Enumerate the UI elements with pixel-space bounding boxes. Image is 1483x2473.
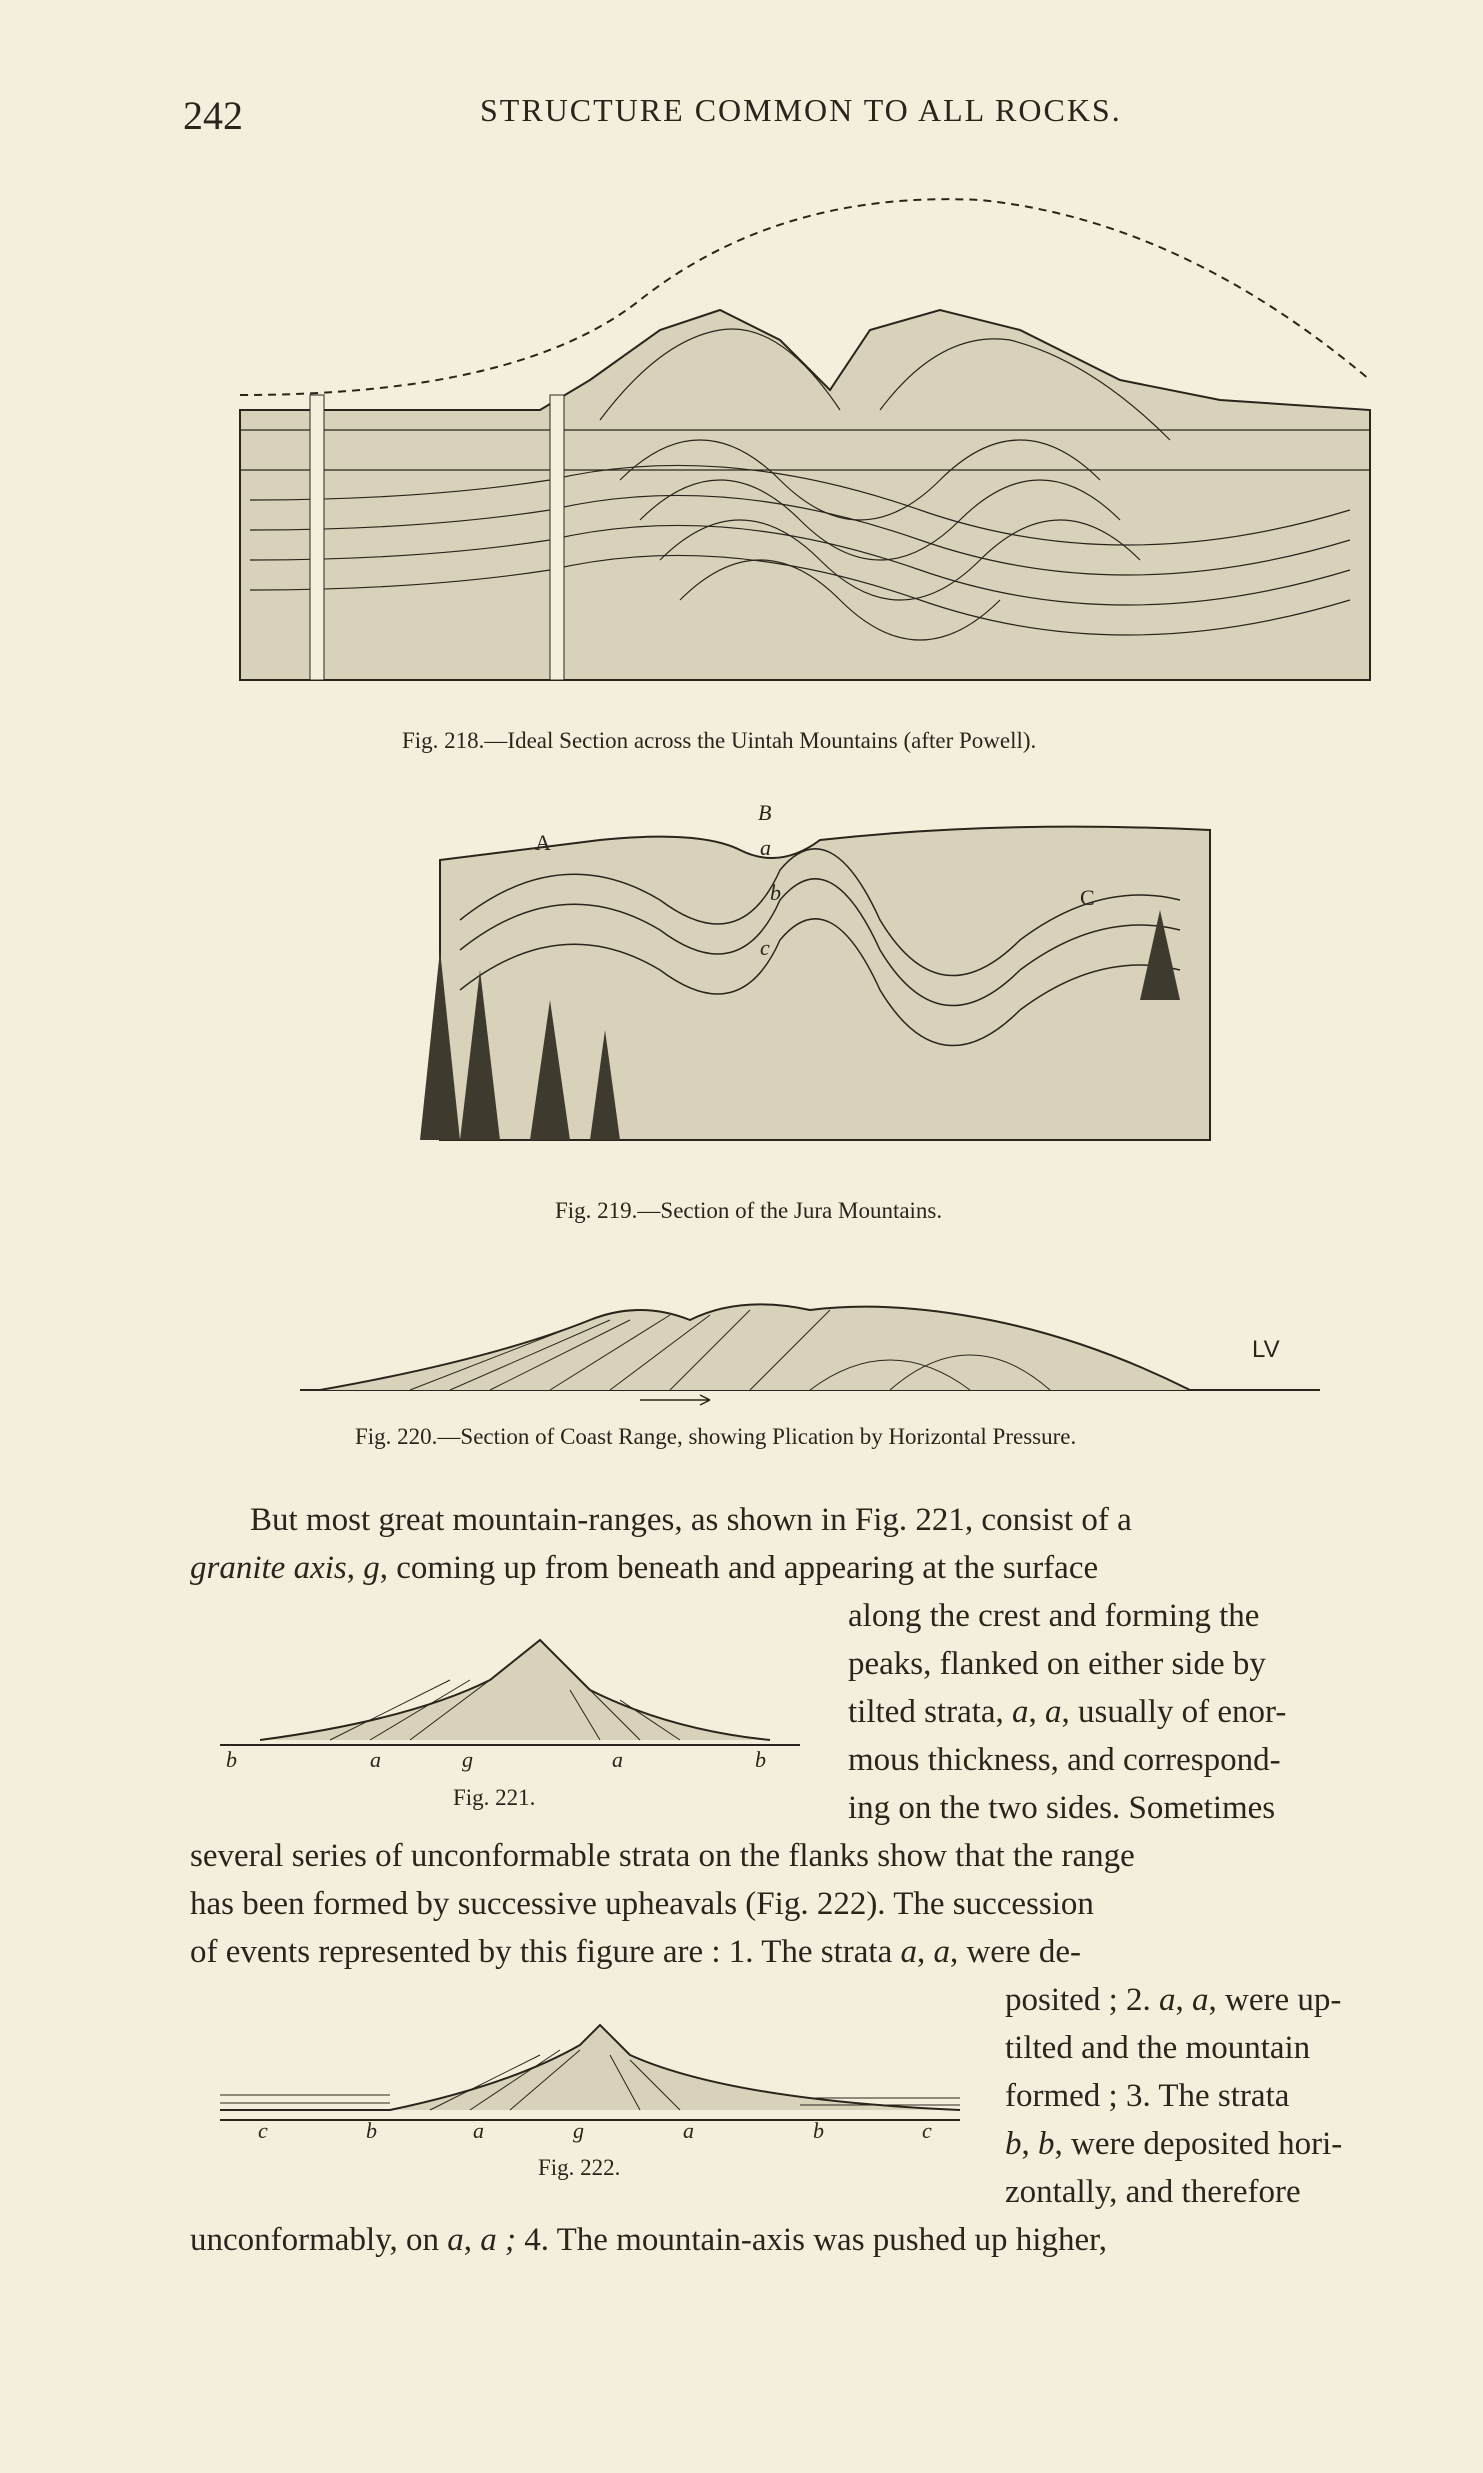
fig-219-label-A: A — [535, 830, 551, 855]
fig-222-label-b-right: b — [813, 2118, 824, 2143]
text-a: a — [900, 1934, 917, 1970]
fig-222-illustration — [210, 1995, 970, 2135]
fig-219-label-B: B — [758, 800, 772, 825]
text-sep: , — [463, 2222, 481, 2258]
text-b: b — [1038, 2126, 1055, 2162]
text-a: a — [1159, 1982, 1176, 2018]
fig-219-illustration — [400, 800, 1220, 1200]
text-part: tilted strata, — [848, 1694, 1013, 1730]
fig-222-caption: Fig. 222. — [538, 2155, 621, 2180]
fig-219-label-b: b — [770, 880, 781, 905]
text-part: , were de- — [949, 1934, 1081, 1970]
text-part: 4. The mountain-axis was pushed up higher, — [515, 2222, 1108, 2258]
text-line-16 — [190, 2222, 1107, 2259]
text-rest: , coming up from beneath and appearing at the surface — [379, 1550, 1099, 1586]
text-part: , were deposited hori- — [1054, 2126, 1343, 2162]
text-line-14 — [1005, 2126, 1342, 2163]
text-line-1: But most great mountain-ranges, as shown in Fig. 221, consist of a — [250, 1502, 1132, 1538]
text-a: a — [447, 2222, 464, 2258]
text-line-15: zontally, and therefore — [1005, 2174, 1301, 2210]
text-sep: , — [1028, 1694, 1046, 1730]
text-b: b — [1005, 2126, 1022, 2162]
fig-218-illustration — [220, 180, 1390, 720]
text-a: a — [933, 1934, 950, 1970]
fig-221-label-g: g — [462, 1747, 473, 1772]
text-line-9: has been formed by successive upheavals (Fig. 222). The succession — [190, 1886, 1094, 1922]
text-granite-axis: granite axis — [190, 1550, 347, 1586]
text-line-3: along the crest and forming the — [848, 1598, 1260, 1634]
fig-221-label-a-left: a — [370, 1747, 381, 1772]
text-line-2 — [190, 1550, 1098, 1587]
text-sep: , — [916, 1934, 934, 1970]
text-line-12: tilted and the mountain — [1005, 2030, 1311, 2066]
text-sep: , — [1175, 1982, 1192, 2018]
text-line-5 — [848, 1694, 1286, 1731]
text-sep: , — [346, 1550, 364, 1586]
running-title: STRUCTURE COMMON TO ALL ROCKS. — [480, 92, 1122, 128]
fig-219-label-C: C — [1080, 885, 1095, 910]
text-part: of events represented by this figure are : 1. The strata — [190, 1934, 901, 1970]
text-line-10 — [190, 1934, 1081, 1971]
text-a: a ; — [480, 2222, 516, 2258]
text-line-8: several series of unconformable strata on the flanks show that the range — [190, 1838, 1135, 1874]
text-g: g — [363, 1550, 380, 1586]
fig-221-illustration — [210, 1620, 810, 1760]
text-line-4: peaks, flanked on either side by — [848, 1646, 1266, 1682]
text-part: , were up- — [1208, 1982, 1342, 2018]
fig-219-label-c: c — [760, 935, 770, 960]
fig-220-illustration — [290, 1280, 1320, 1410]
fig-222-label-c-right: c — [922, 2118, 932, 2143]
text-a: a — [1012, 1694, 1029, 1730]
text-part: , usually of enor- — [1061, 1694, 1287, 1730]
fig-220-label-LV: LV — [1252, 1336, 1280, 1363]
fig-222-label-a-right: a — [683, 2118, 694, 2143]
text-line-13: formed ; 3. The strata — [1005, 2078, 1290, 2114]
text-line-11 — [1005, 1982, 1341, 2019]
fig-221-label-a-right: a — [612, 1747, 623, 1772]
fig-222-label-g: g — [573, 2118, 584, 2143]
text-sep: , — [1021, 2126, 1038, 2162]
fig-221-caption: Fig. 221. — [453, 1785, 536, 1810]
page-number: 242 — [183, 93, 243, 138]
fig-218-caption: Fig. 218.—Ideal Section across the Uintah Mountains (after Powell). — [402, 728, 1037, 753]
fig-222-label-b-left: b — [366, 2118, 377, 2143]
fig-222-label-c-left: c — [258, 2118, 268, 2143]
text-line-7: ing on the two sides. Sometimes — [848, 1790, 1276, 1826]
text-part: posited ; 2. — [1005, 1982, 1159, 2018]
fig-219-caption: Fig. 219.—Section of the Jura Mountains. — [555, 1198, 943, 1223]
fig-219-label-a: a — [760, 835, 771, 860]
text-a: a — [1192, 1982, 1209, 2018]
fig-220-caption: Fig. 220.—Section of Coast Range, showing Plication by Horizontal Pressure. — [355, 1424, 1077, 1449]
text-line-6: mous thickness, and correspond- — [848, 1742, 1281, 1778]
fig-221-label-b-left: b — [226, 1747, 237, 1772]
fig-222-label-a-left: a — [473, 2118, 484, 2143]
text-a: a — [1045, 1694, 1062, 1730]
fig-221-label-b-right: b — [755, 1747, 766, 1772]
text-part: unconformably, on — [190, 2222, 448, 2258]
